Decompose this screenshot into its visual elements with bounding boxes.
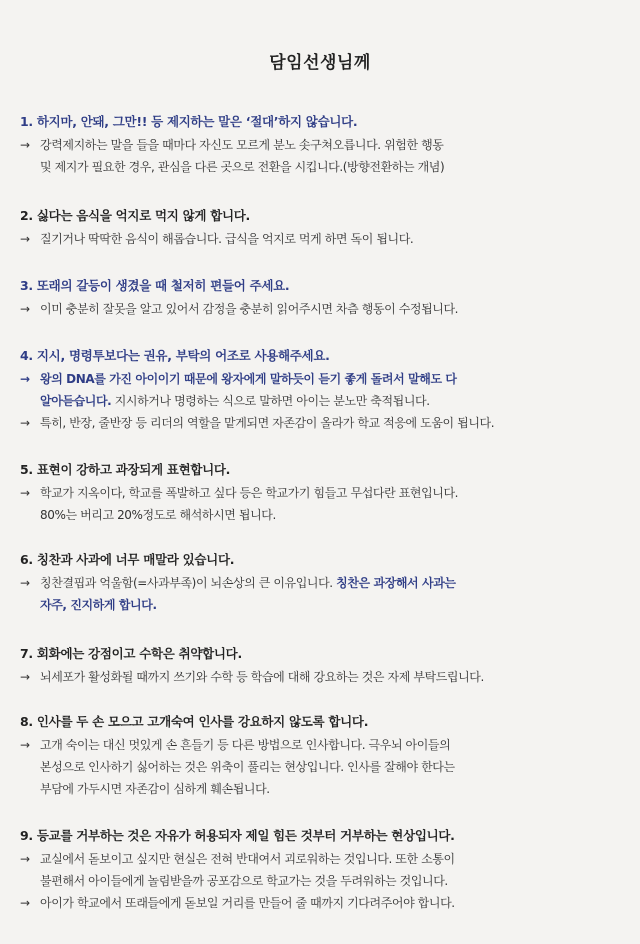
item-heading: 5. 표현이 강하고 과장되게 표현합니다. [20, 462, 231, 477]
arrow-icon: → [20, 852, 30, 866]
arrow-icon: → [20, 486, 30, 500]
item-heading: 1. 하지마, 안돼, 그만!! 등 제지하는 말은 ‘절대’하지 않습니다. [20, 114, 358, 129]
item-text: 불편해서 아이들에게 놀림받을까 공포감으로 학교가는 것을 두려워하는 것입니다. [40, 874, 448, 888]
arrow-icon: → [20, 896, 30, 910]
item-heading: 9. 등교를 거부하는 것은 자유가 허용되자 제일 힘든 것부터 거부하는 현상입니다. [20, 828, 455, 843]
arrow-icon: → [20, 738, 30, 752]
item-text: 고개 숙이는 대신 멋있게 손 흔들기 등 다른 방법으로 인사합니다. 극우뇌 아이들의 [40, 738, 451, 752]
list-item-7 [20, 644, 620, 688]
list-item-2 [20, 206, 620, 250]
arrow-icon: → [20, 302, 30, 316]
item-text: 이미 충분히 잘못을 알고 있어서 감정을 충분히 읽어주시면 차츰 행동이 수정됩니다. [40, 302, 459, 316]
item-text-highlight: 왕의 DNA를 가진 아이이기 때문에 왕자에게 말하듯이 듣기 좋게 돌려서 말해도 다 [40, 372, 457, 386]
item-heading: 3. 또래의 갈등이 생겼을 때 철저히 편들어 주세요. [20, 278, 290, 293]
list-item-3 [20, 276, 620, 320]
item-text: 및 제지가 필요한 경우, 관심을 다른 곳으로 전환을 시킵니다.(방향전환하는 개념) [40, 160, 445, 174]
item-text: 지시하거나 명령하는 식으로 말하면 아이는 분노만 축적됩니다. [111, 394, 430, 408]
arrow-icon: → [20, 232, 30, 246]
page-title: 담임선생님께 [269, 53, 371, 73]
item-text-highlight: 알아듣습니다. [40, 394, 112, 408]
arrow-icon: → [20, 416, 30, 430]
item-text: 부담에 가두시면 자존감이 심하게 훼손됩니다. [40, 782, 270, 796]
item-text-highlight: 자주, 진지하게 합니다. [40, 598, 157, 612]
item-text: 특히, 반장, 줄반장 등 리더의 역할을 맡게되면 자존감이 올라가 학교 적응에 도움이 됩니다. [40, 416, 495, 430]
item-text: 강력제지하는 말을 들을 때마다 자신도 모르게 분노 솟구쳐오릅니다. 위험한 행동 [40, 138, 444, 152]
item-heading: 2. 싫다는 음식을 억지로 먹지 않게 합니다. [20, 208, 251, 223]
item-text: 본성으로 인사하기 싫어하는 것은 위축이 풀리는 현상입니다. 인사를 잘해야 한다는 [40, 760, 455, 774]
item-text: 교실에서 돋보이고 싶지만 현실은 전혀 반대여서 괴로워하는 것입니다. 또한 소통이 [40, 852, 455, 866]
arrow-icon: → [20, 576, 30, 590]
arrow-icon: → [20, 670, 30, 684]
item-text: 뇌세포가 활성화될 때까지 쓰기와 수학 등 학습에 대해 강요하는 것은 자제 부탁드립니다. [40, 670, 484, 684]
item-text-highlight: 칭찬은 과장해서 사과는 [336, 576, 456, 590]
arrow-icon: → [20, 138, 30, 152]
item-heading: 7. 회화에는 강점이고 수학은 취약합니다. [20, 646, 242, 661]
item-text: 질기거나 딱딱한 음식이 해롭습니다. 급식을 억지로 먹게 하면 독이 됩니다. [40, 232, 414, 246]
list-item-4 [20, 346, 620, 434]
list-item-6 [20, 550, 620, 616]
list-item-8 [20, 712, 620, 800]
item-text: 칭찬결핍과 억울함(=사과부족)이 뇌손상의 큰 이유입니다. [40, 576, 337, 590]
list-item-9 [20, 826, 620, 914]
item-heading: 8. 인사를 두 손 모으고 고개숙여 인사를 강요하지 않도록 합니다. [20, 714, 369, 729]
item-heading: 4. 지시, 명령투보다는 권유, 부탁의 어조로 사용해주세요. [20, 348, 330, 363]
list-item-5 [20, 460, 620, 526]
item-heading: 6. 칭찬과 사과에 너무 매말라 있습니다. [20, 552, 235, 567]
item-text: 80%는 버리고 20%정도로 해석하시면 됩니다. [40, 508, 276, 522]
list-item-1 [20, 112, 620, 178]
item-text: 아이가 학교에서 또래들에게 돋보일 거리를 만들어 줄 때까지 기다려주어야 합니다. [40, 896, 455, 910]
item-text: 학교가 지옥이다, 학교를 폭발하고 싶다 등은 학교가기 힘들고 무섭다란 표현입니다. [40, 486, 459, 500]
arrow-icon: → [20, 372, 30, 386]
